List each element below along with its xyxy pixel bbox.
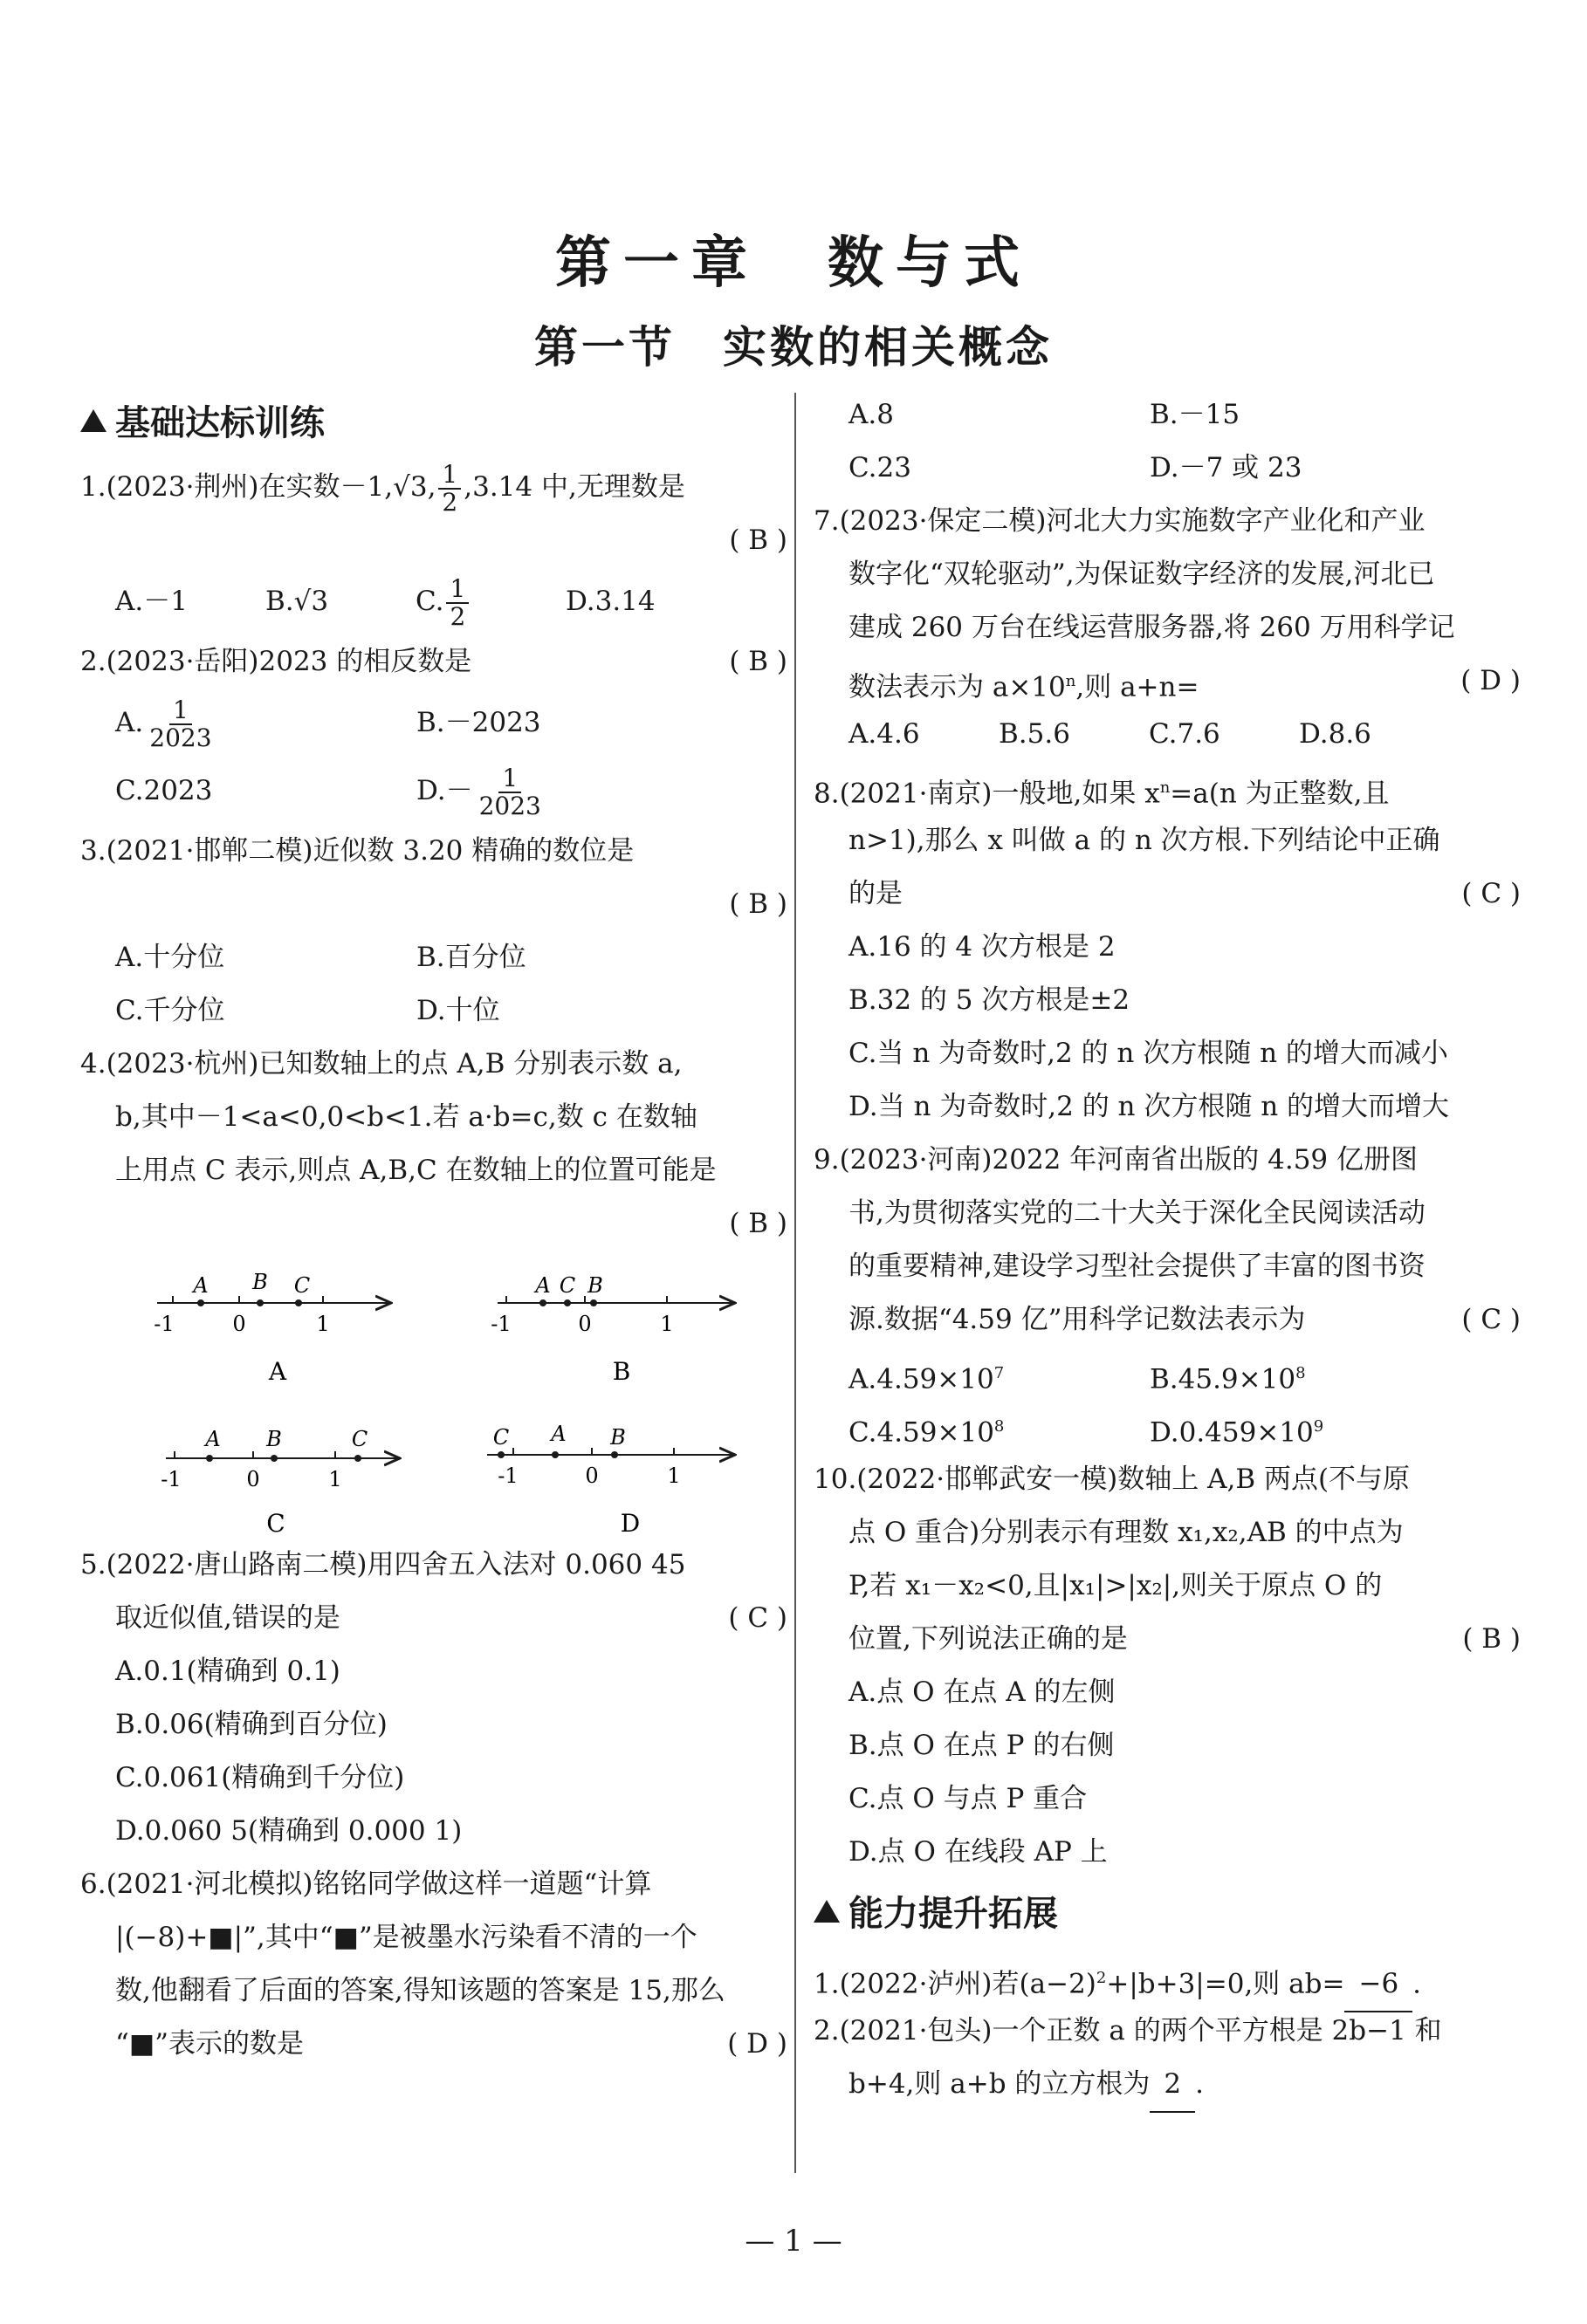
ability-q2-end: . [1195,2068,1204,2100]
q7-line-4-b: ,则 a+n= [1075,671,1199,703]
fig-b-point-3: B [587,1273,603,1298]
q2-option-a [115,689,416,757]
column-divider [794,393,796,2173]
fig-b-tick-1: -1 [491,1312,512,1336]
fig-a-point-3: C [293,1273,311,1298]
q8-line-1-a: 8.(2021·南京)一般地,如果 x [814,778,1160,810]
fig-b-label: B [612,1357,631,1386]
q1-stem-a: 1.(2023·荆州)在实数－1,√3, [80,471,436,503]
q10-line-1: 10.(2022·邯郸武安一模)数轴上 A,B 两点(不与原 [814,1464,1411,1495]
q9-option-a-sup: 7 [993,1364,1005,1382]
q2-option-d [416,757,718,825]
q9-option-c [848,1400,1150,1453]
q9-option-a [848,1347,1150,1400]
q8-option-d: D.当 n 为奇数时,2 的 n 次方根随 n 的增大而增大 [848,1091,1450,1122]
q1-options [80,567,787,635]
fig-b-tick-3: 1 [660,1312,674,1336]
q7-option-a: A.4.6 [848,718,920,750]
q9-line-3: 的重要精神,建设学习型社会提供了丰富的图书资 [848,1251,1426,1282]
figure-a [154,1270,389,1386]
basic-section-label: 基础达标训练 [115,402,325,443]
figure-d [487,1422,733,1538]
fig-c-tick-2: 0 [246,1467,260,1491]
q10-option-d: D.点 O 在线段 AP 上 [848,1836,1108,1868]
right-column [814,388,1521,2111]
ability-q1 [814,1951,1521,2005]
fig-d-point-2: A [551,1422,567,1446]
fig-c-point-1: A [205,1427,221,1451]
q2-stem-text: 2.(2023·岳阳)2023 的相反数是 [80,646,472,677]
q1-option-c-num: 1 [446,576,469,604]
q9-option-d-sup: 9 [1313,1417,1324,1436]
triangle-icon [814,1900,840,1923]
q2-option-d-den: 2023 [478,791,541,820]
q9-line-4-text: 源.数据“4.59 亿”用科学记数法表示为 [848,1304,1306,1335]
q3-options-row1 [80,931,787,984]
q3-answer-line [80,878,787,931]
fig-c-label: C [266,1509,285,1538]
q3-answer: ( B ) [729,888,787,920]
q6-line-4-text: “■”表示的数是 [115,2028,304,2060]
q6-option-a: A.8 [848,399,894,430]
q9-answer: ( C ) [1461,1304,1521,1335]
q10-line-2: 点 O 重合)分别表示有理数 x₁,x₂,AB 的中点为 [848,1517,1404,1548]
q7-options [814,708,1521,761]
ability-section-label: 能力提升拓展 [848,1893,1058,1934]
ability-q1-b: +|b+3|=0,则 ab= [1106,1968,1345,2000]
q4-number-line-figures [80,1251,787,1539]
q4-line-1: 4.(2023·杭州)已知数轴上的点 A,B 分别表示数 a, [80,1048,683,1080]
q3-option-d: D.十位 [416,995,500,1026]
ability-q1-sup: 2 [1096,1969,1107,1987]
q1-option-b: B.√3 [265,586,329,617]
q7-line-4-sup: n [1065,672,1076,690]
q4-line-2: b,其中－1<a<0,0<b<1.若 a·b=c,数 c 在数轴 [115,1101,697,1133]
q2-option-b: B.－2023 [416,707,541,738]
ability-q1-end: . [1412,1968,1422,2000]
q5-line-1: 5.(2022·唐山路南二模)用四舍五入法对 0.060 45 [80,1549,686,1580]
ability-q2-line-2 [814,2058,1521,2111]
q2-answer: ( B ) [729,646,787,677]
q8-answer: ( C ) [1461,878,1521,909]
fig-a-point-2: B [252,1270,268,1294]
q5-line-2-text: 取近似值,错误的是 [115,1602,340,1634]
q9-line-1: 9.(2023·河南)2022 年河南省出版的 4.59 亿册图 [814,1144,1418,1176]
q8-option-b: B.32 的 5 次方根是±2 [848,984,1130,1016]
q5-option-a: A.0.1(精确到 0.1) [115,1656,340,1687]
q6-options-row1 [814,388,1521,442]
q1-stem-b: ,3.14 中,无理数是 [464,471,685,503]
q8-line-3 [814,867,1521,921]
q2-option-a-num: 1 [169,697,192,725]
q6-options-row2 [814,442,1521,495]
q10-option-a: A.点 O 在点 A 的左侧 [848,1676,1116,1708]
q9-option-b-sup: 8 [1295,1364,1306,1382]
fig-b-point-2: C [559,1273,576,1298]
fig-a-label: A [268,1357,287,1386]
q2-stem [80,635,787,689]
page-number: — 1 — [745,2224,842,2259]
q1-fraction [438,459,461,517]
q3-option-a: A.十分位 [115,942,225,973]
q10-line-4-text: 位置,下列说法正确的是 [848,1623,1128,1655]
q10-option-b: B.点 O 在点 P 的右侧 [848,1730,1115,1761]
q9-option-d [1150,1400,1451,1453]
q1-frac-num: 1 [438,462,461,490]
fig-c-point-2: B [266,1427,282,1451]
q8-line-1-b: =a(n 为正整数,且 [1170,778,1390,810]
ability-q1-blank: −6 [1344,1957,1412,2012]
q8-option-c: C.当 n 为奇数时,2 的 n 次方根随 n 的增大而减小 [848,1038,1448,1069]
q6-option-c: C.23 [848,452,911,483]
q1-option-c-label: C. [416,586,444,617]
q9-options-row1 [814,1347,1521,1400]
fig-d-tick-3: 1 [667,1464,681,1488]
fig-d-tick-2: 0 [585,1464,599,1488]
q2-option-a-fraction [146,697,215,751]
q2-option-d-fraction [476,765,545,819]
q10-option-c: C.点 O 与点 P 重合 [848,1783,1088,1814]
q8-line-1-sup: n [1159,778,1171,797]
ability-section-heading [814,1886,1521,1936]
figure-b [491,1273,733,1386]
q2-option-d-num: 1 [498,765,521,793]
q8-line-3-text: 的是 [848,878,903,909]
q9-option-a-text: A.4.59×10 [848,1363,994,1395]
q1-option-c-den: 2 [450,601,466,631]
q7-line-1: 7.(2023·保定二模)河北大力实施数字产业化和产业 [814,505,1426,537]
fig-a-point-1: A [193,1273,209,1298]
q9-option-c-sup: 8 [993,1417,1005,1436]
fig-d-label: D [620,1509,641,1538]
q6-line-4 [80,2018,787,2071]
fig-a-tick-3: 1 [316,1312,330,1336]
q4-answer: ( B ) [729,1208,787,1239]
fig-b-tick-2: 0 [578,1312,592,1336]
q2-options-row1 [80,689,787,757]
q1-option-a: A.－1 [115,586,188,617]
fig-d-tick-1: -1 [498,1464,519,1488]
chapter-title: 第一章 数与式 [555,230,1032,296]
q1-stem [80,459,787,517]
fig-a-tick-1: -1 [154,1312,175,1336]
q6-option-b: B.－15 [1150,399,1240,430]
q8-option-a: A.16 的 4 次方根是 2 [848,931,1116,963]
q6-line-3: 数,他翻看了后面的答案,得知该题的答案是 15,那么 [115,1975,725,2006]
fig-c-tick-1: -1 [161,1467,182,1491]
q10-line-4 [814,1613,1521,1666]
q1-option-d: D.3.14 [566,586,656,617]
q2-options-row2 [80,757,787,825]
q5-option-b: B.0.06(精确到百分位) [115,1709,388,1740]
q7-line-2: 数字化“双轮驱动”,为保证数字经济的发展,河北已 [848,559,1435,590]
q6-option-d: D.－7 或 23 [1150,452,1302,483]
fig-d-point-3: B [610,1425,626,1450]
triangle-icon [80,409,106,432]
q8-line-1 [814,761,1521,814]
q3-option-c: C.千分位 [115,995,225,1026]
q7-line-4 [814,655,1521,708]
figure-c [161,1427,398,1538]
q1-answer: ( B ) [729,524,787,556]
q9-option-d-text: D.0.459×10 [1150,1416,1314,1449]
q9-line-2: 书,为贯彻落实党的二十大关于深化全民阅读活动 [848,1197,1426,1229]
q5-answer: ( C ) [728,1602,787,1634]
q9-option-c-text: C.4.59×10 [848,1416,994,1449]
left-column [80,388,787,2071]
q9-option-b [1150,1347,1451,1400]
q7-line-4-a: 数法表示为 a×10 [848,671,1066,703]
fig-d-point-1: C [492,1425,510,1450]
q7-option-d: D.8.6 [1299,718,1371,750]
q6-answer: ( D ) [727,2028,787,2060]
q1-option-c-fraction [446,573,469,631]
ability-q2-blank: 2 [1150,2058,1195,2113]
q1-frac-den: 2 [442,487,458,517]
q9-options-row2 [814,1400,1521,1453]
q4-line-3: 上用点 C 表示,则点 A,B,C 在数轴上的位置可能是 [115,1155,717,1186]
fig-b-point-1: A [535,1273,551,1298]
q6-line-1: 6.(2021·河北模拟)铭铭同学做这样一道题“计算 [80,1868,652,1900]
fig-a-tick-2: 0 [232,1312,246,1336]
q2-option-a-den: 2023 [149,723,212,752]
q4-answer-line [80,1197,787,1251]
q5-option-d: D.0.060 5(精确到 0.000 1) [115,1815,463,1847]
q3-stem: 3.(2021·邯郸二模)近似数 3.20 精确的数位是 [80,835,635,867]
q2-option-a-label: A. [115,707,144,738]
ability-q2-line-1: 2.(2021·包头)一个正数 a 的两个平方根是 2b−1 和 [814,2015,1442,2046]
q5-option-c: C.0.061(精确到千分位) [115,1762,405,1793]
q7-option-b: B.5.6 [999,718,1070,750]
q2-option-c: C.2023 [115,775,213,806]
q10-answer: ( B ) [1462,1623,1521,1655]
q6-line-2: |(−8)+■|”,其中“■”是被墨水污染看不清的一个 [115,1922,697,1953]
ability-q1-a: 1.(2022·泸州)若(a−2) [814,1968,1096,2000]
q7-line-3: 建成 260 万台在线运营服务器,将 260 万用科学记 [848,612,1455,643]
q3-option-b: B.百分位 [416,942,526,973]
q9-line-4 [814,1293,1521,1347]
q1-option-c [416,567,566,635]
q3-options-row2 [80,984,787,1038]
q8-line-2: n>1),那么 x 叫做 a 的 n 次方根.下列结论中正确 [848,825,1440,856]
q1-answer-line [80,514,787,567]
ability-q2-line-2-text: b+4,则 a+b 的立方根为 [848,2068,1151,2100]
q10-line-3: P,若 x₁－x₂<0,且|x₁|>|x₂|,则关于原点 O 的 [848,1570,1383,1601]
fig-c-tick-3: 1 [328,1467,342,1491]
basic-section-heading [80,395,787,445]
q2-option-d-label: D.－ [416,775,473,806]
q7-option-c: C.7.6 [1149,718,1220,750]
fig-c-point-3: C [351,1427,368,1451]
q5-line-2 [80,1592,787,1645]
q9-option-b-text: B.45.9×10 [1150,1363,1296,1395]
section-title: 第一节 实数的相关概念 [534,321,1053,373]
q7-answer: ( D ) [1460,665,1521,696]
